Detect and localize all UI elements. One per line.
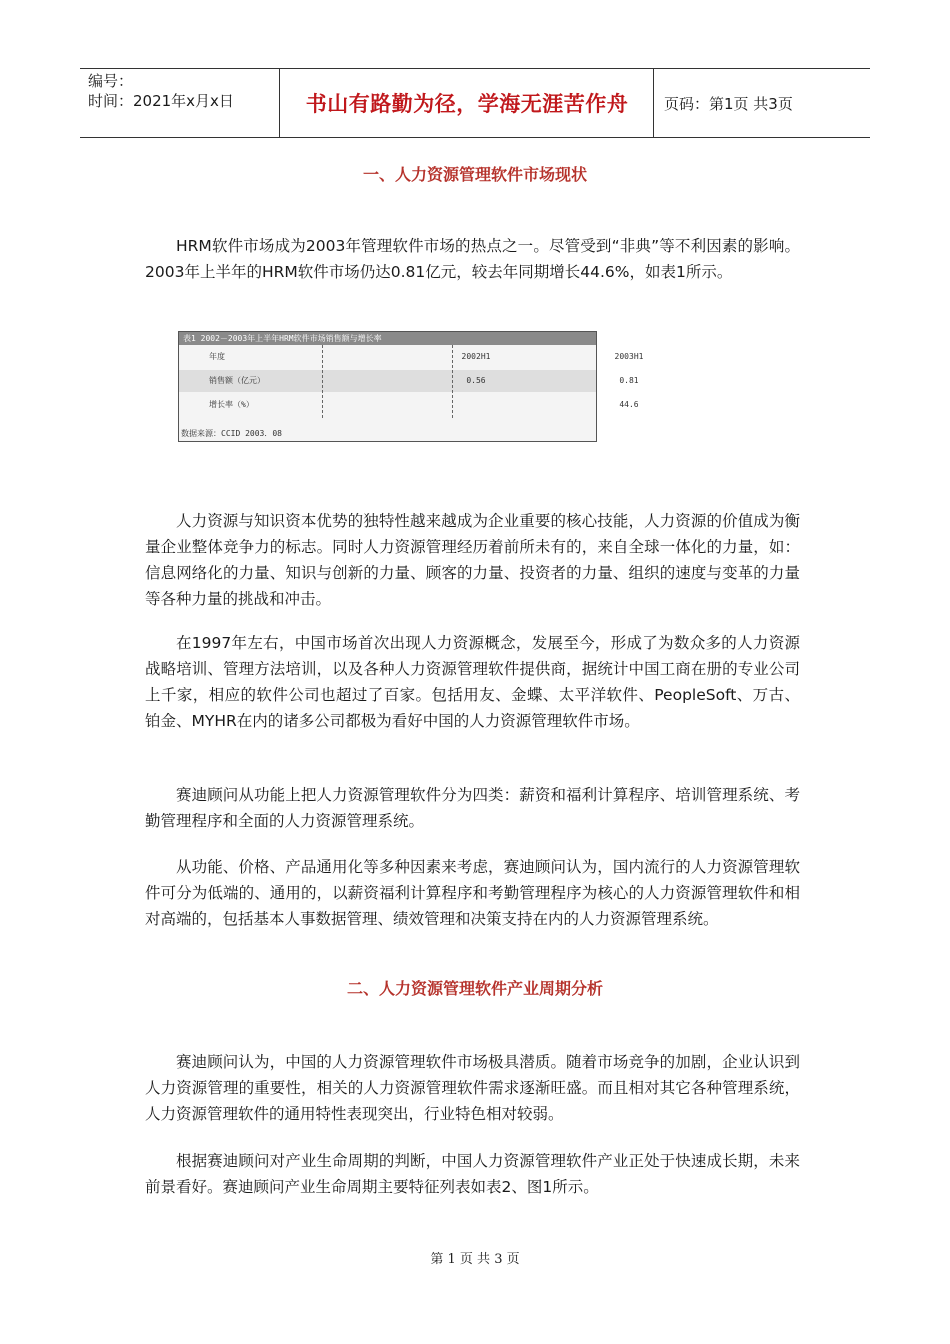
table-source: 数据来源：CCID 2003．08 — [181, 429, 282, 438]
table-row — [179, 394, 639, 416]
page-header — [80, 68, 870, 138]
table-cell: 0.81 — [619, 376, 639, 385]
header-motto-cell — [281, 69, 654, 137]
table-cell: 2003H1 — [614, 352, 644, 361]
table-cell: 增长率（%） — [209, 400, 254, 409]
table-cell: 销售额（亿元） — [209, 376, 265, 385]
table-caption: 表1 2002－2003年上半年HRM软件市场销售额与增长率 — [179, 332, 596, 345]
table-row — [179, 370, 639, 392]
table-cell: 2002H1 — [461, 352, 491, 361]
table-cell: 44.6 — [619, 400, 639, 409]
paragraph-5: 从功能、价格、产品通用化等多种因素来考虑，赛迪顾问认为，国内流行的人力资源管理软件可分为低端的、通用的，以薪资福利计算程序和考勤管理程序为核心的人力资源管理软件和相对高端的，包括基本人事数据管理、绩效管理和决策支持在内的人力资源管理系统。 — [145, 858, 800, 928]
number-label: 编号： — [88, 72, 134, 90]
table-cell: 0.56 — [466, 376, 486, 385]
date-label: 时间：2021年x月x日 — [88, 92, 234, 110]
paragraph-1: HRM软件市场成为2003年管理软件市场的热点之一。尽管受到“非典”等不利因素的影响。2003年上半年的HRM软件市场仍达0.81亿元，较去年同期增长44.6%，如表1所示。 — [145, 237, 800, 281]
table-1-image — [178, 331, 644, 442]
header-meta — [80, 69, 280, 137]
table-divider — [322, 345, 323, 418]
table-cell — [411, 394, 541, 416]
paragraph-2: 人力资源与知识资本优势的独特性越来越成为企业重要的核心技能，人力资源的价值成为衡量企业整体竞争力的标志。同时人力资源管理经历着前所未有的，来自全球一体化的力量，如：信息网络化的力量、知识与创新的力量、顾客的力量、投资者的力量、组织的速度与变革的力量等各种力量的挑战和冲击。 — [145, 512, 800, 608]
paragraph-7: 根据赛迪顾问对产业生命周期的判断，中国人力资源管理软件产业正处于快速成长期，未来前景看好。赛迪顾问产业生命周期主要特征列表如表2、图1所示。 — [145, 1152, 800, 1196]
section-2-title: 二、人力资源管理软件产业周期分析 — [346, 979, 603, 998]
page-label: 页码：第1页 共3页 — [664, 94, 793, 113]
header-page-cell — [654, 69, 870, 137]
table-cell: 年度 — [209, 352, 225, 361]
paragraph-6: 赛迪顾问认为，中国的人力资源管理软件市场极具潜质。随着市场竞争的加剧，企业认识到人力资源管理的重要性，相关的人力资源管理软件需求逐渐旺盛。而且相对其它各种管理系统，人力资源管理软件的通用特性表现突出，行业特色相对较弱。 — [145, 1053, 800, 1123]
table-divider — [452, 345, 453, 418]
page-footer: 第 1 页 共 3 页 — [430, 1252, 520, 1267]
table-row — [179, 346, 644, 368]
paragraph-4: 赛迪顾问从功能上把人力资源管理软件分为四类：薪资和福利计算程序、培训管理系统、考勤管理程序和全面的人力资源管理系统。 — [145, 786, 800, 830]
section-1-title: 一、人力资源管理软件市场现状 — [362, 165, 587, 184]
motto: 书山有路勤为径，学海无涯苦作舟 — [305, 92, 629, 116]
paragraph-3: 在1997年左右，中国市场首次出现人力资源概念，发展至今，形成了为数众多的人力资源战略培训、管理方法培训，以及各种人力资源管理软件提供商，据统计中国工商在册的专业公司上千家，相应的软件公司也超过了百家。包括用友、金蝶、太平洋软件、PeopleSoft、万古、铂金、MYHR在内的诸多公司都极为看好中国的人力资源管理软件市场。 — [145, 634, 800, 730]
